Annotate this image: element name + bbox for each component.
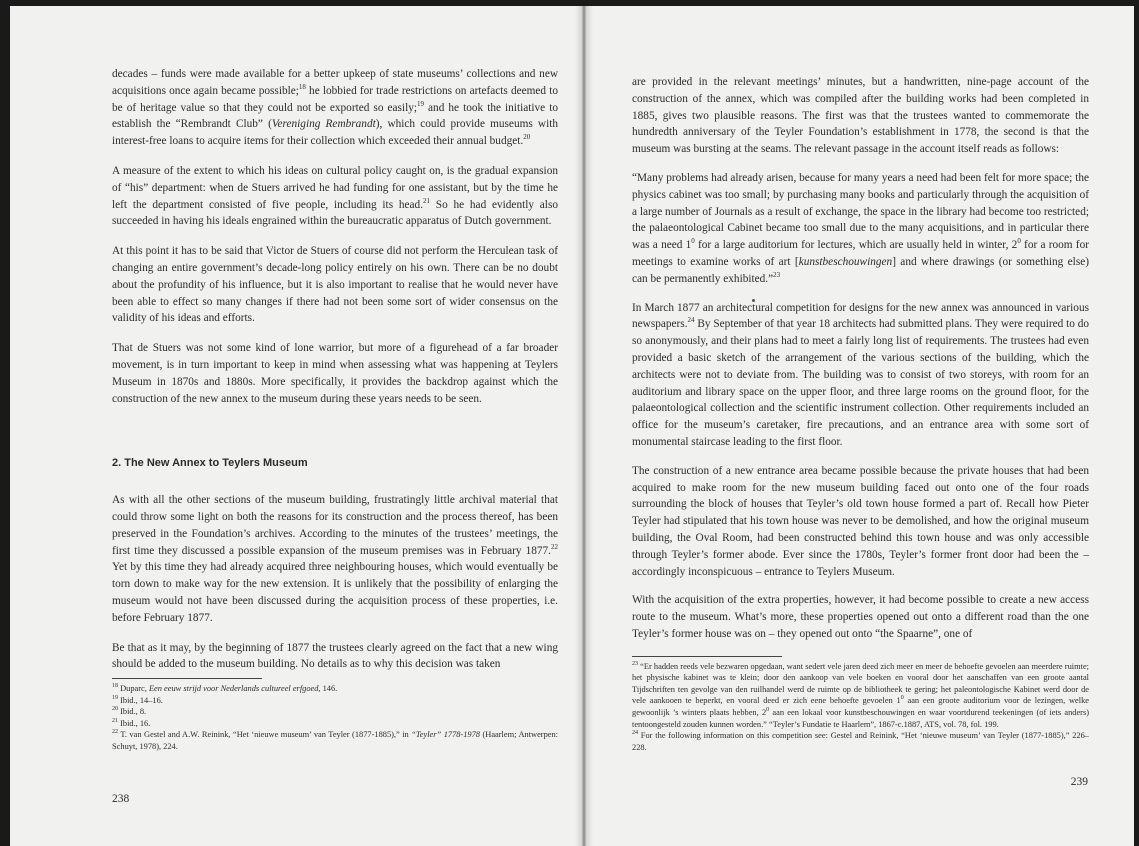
footnote-ref: 21 bbox=[423, 196, 431, 205]
footnote-rule bbox=[112, 678, 262, 679]
section-heading: 2. The New Annex to Teylers Museum bbox=[112, 457, 308, 470]
footnote-ref: 23 bbox=[773, 271, 781, 279]
left-page bbox=[10, 6, 582, 846]
left-paragraph-5: As with all the other sections of the museum building, frustratingly little archival material that could throw some light on both the reasons for its construction and the process thereof, has been preserved in the Foundation’s archives. According to the minutes of the trustees’ meetings, the first time they discussed a possible expansion of the museum premises was in February 1877.22 Yet by this time they had already acquired three neighbouring houses, which would eventually be torn down to make way for the new extension. It is unlikely that the possibility of enlarging the museum would not have been discussed during the acquisition process of these properties, i.e. before February 1877. bbox=[112, 494, 558, 624]
footnote-24: $^{24}$ For the following information on this competition see: Gestel and Reinink, “Het ‘nieuwe museum’ van Teyler (1877-1885),” 226–228. bbox=[632, 730, 1089, 752]
right-paragraph-3: In March 1877 an architectural competition for designs for the new annex was announced in various newspapers.$^{24}$ By September of that year 18 architects had submitted plans. They were required to do so anonymously, and their plans had to meet a fairly long list of requirements. The trustees had even provided a basic sketch of the arrangement of the various sections of the building, which the architects were not to deviate from. The building was to consist of two storeys, with room for an auditorium and library space on the upper floor, and three large rooms on the ground floor, for the palaeontological collection and the scientific instrument collection. Other requirements included an office for the museum’s caretaker, fire precautions, and an entrance area with some sort of monumental staircase leading to the first floor. bbox=[632, 301, 1089, 448]
right-page bbox=[584, 6, 1134, 846]
left-paragraph-4: That de Stuers was not some kind of lone warrior, but more of a figurehead of a far broader movement, is in turn important to keep in mind when assessing what was happening at Teylers Museum in 1870s and 1880s. More specifically, it provides the backdrop against which the construction of the new annex to the museum during these years needs to be seen. bbox=[112, 342, 558, 405]
footnote-20: $^{20}$ Ibid., 8. bbox=[112, 706, 147, 717]
ink-speck bbox=[752, 299, 755, 302]
block-quote: “Many problems had already arisen, because for many years a need had been felt for more space; the physics cabinet was too small; by purchasing many books and particularly through the acquisition of a large number of Journals as a result of exchange, the space in the library had become too restricted; the palaeontological Cabinet became too small due to the many acquisitions, and in particular there was a need $1^0$ for a large auditorium for lectures, which are usually held in winter, $2^0$ for a room for meetings to examine works of art [kunstbeschouwingen] and where drawings (or something else) can be permanently exhibited.”$^{23}$ bbox=[632, 171, 1089, 285]
left-paragraph-3: At this point it has to be said that Victor de Stuers of course did not perform the Herculean task of changing an entire government’s decade-long policy entirely on his own. There can be no doubt about the profundity of his influence, but it is also important to realise that he would never have been able to effect so many changes if there had not been some sort of wider consensus on the validity of his ideas and efforts. bbox=[112, 245, 558, 325]
book-spread bbox=[10, 6, 1134, 846]
page-number: 239 bbox=[1070, 776, 1088, 788]
right-paragraph-1: are provided in the relevant meetings’ minutes, but a handwritten, nine-page account of the construction of the annex, which was compiled after the building works had been completed in 1885, gives two plausible reasons. The first was that the trustees wanted to commemorate the hundredth anniversary of the Teyler Foundation’s establishment in 1778, the second is that the museum was bursting at the seams. The relevant passage in the account itself reads as follows: bbox=[632, 76, 1089, 156]
right-paragraph-5: With the acquisition of the extra properties, however, it had become possible to create a new access route to the museum. What’s more, these properties opened out onto a different road than the one Teyler’s former house was on – they opened out onto “the Spaarne”, one of bbox=[632, 594, 1089, 640]
footnote-ref: 20 bbox=[523, 133, 531, 142]
footnote-21: $^{21}$ Ibid., 16. bbox=[112, 718, 151, 728]
left-paragraph-6: Be that as it may, by the beginning of 1877 the trustees clearly agreed on the fact that a new wing should be added to the museum building. No details as to why this decision was taken bbox=[112, 641, 558, 671]
footnote-22: $^{22}$ T. van Gestel and A.W. Reinink, “Het ‘nieuwe museum’ van Teyler (1877-1885),” in “Teyler” 1778-1978 (Haarlem; Antwerpen: Schuyt, 1978), 224. bbox=[112, 729, 558, 752]
footnote-19: $^{19}$ Ibid., 14–16. bbox=[112, 694, 163, 705]
footnote-ref: 24 bbox=[687, 316, 695, 325]
footnote-18: $^{18}$ Duparc, Een eeuw strijd voor Nederlands cultureel erfgoed, 146. bbox=[112, 683, 338, 694]
footnote-ref: 19 bbox=[417, 99, 424, 108]
footnote-ref: 22 bbox=[551, 542, 558, 551]
right-text-column bbox=[632, 74, 1089, 753]
left-paragraph-2: A measure of the extent to which his ideas on cultural policy caught on, is the gradual expansion of “his” department: when de Stuers arrived he had funding for one assistant, but by the time he left the department consisted of five people, including its head.$^{21}$ So he had evidently also succeeded in having his ideals engrained within the bureaucratic apparatus of Dutch government. bbox=[112, 164, 558, 228]
book-gutter bbox=[575, 6, 593, 846]
left-text-column bbox=[112, 66, 558, 753]
page-number: 238 bbox=[112, 793, 130, 805]
left-paragraph-1: decades – funds were made available for a better upkeep of state museums’ collections and new acquisitions once again became possible;$^{18}$ he lobbied for trade restrictions on artefacts deemed to be of heritage value so that they could not be exported so easily;$^{19}$ and he took the initiative to establish the “Rembrandt Club” (Vereniging Rembrandt), which could provide museums with interest-free loans to acquire items for their collection which exceeded their annual budget.$^{20}$ bbox=[112, 68, 558, 148]
right-paragraph-4: The construction of a new entrance area became possible because the private houses that had been acquired to make room for the new museum building faced out onto one of the four roads surrounding the block of houses that Teyler’s old town house formed a part of. Recall how Pieter Teyler had stipulated that his town house was never to be demolished, and how the original museum building, the Oval Room, had been constructed behind this town house and was only accessible through Teyler’s former abode. Ever since the 1780s, Teyler’s former front door had been the – accordingly inconspicuous – entrance to Teylers Museum. bbox=[632, 464, 1089, 578]
footnote-ref: 18 bbox=[298, 83, 306, 92]
footnote-23: $^{23}$ “Er hadden reeds vele bezwaren opgedaan, want sedert vele jaren deed zich meer en meer de behoefte gevoelen aan meerdere ruimte; het physische kabinet was te klein; door den aankoop van vele boeken en vooral door het aanschaffen van een groote aantal Tijdschriften ten gevolge van den ruilhandel werd de ruimte op de bibliotheek te gering; het paleontologische Kabinet werd door de vele aankooen te beperkt, en vooral deed er zich eene behoefte gevoelen $1^0$ aan een groote auditorium voor de lezingen, welke gewoonlijk ’s winters plaats hebben, $2^0$ aan een lokaal voor kunstbeschouwingen en waar voortdurend teekeningen (of iets anders) tentoongesteld zouden kunnen worden.” “Teyler’s Fundatie te Haarlem”, 1867-c.1887, ATS, vol. 78, fol. 199. bbox=[632, 660, 1089, 729]
footnote-rule bbox=[632, 656, 782, 657]
